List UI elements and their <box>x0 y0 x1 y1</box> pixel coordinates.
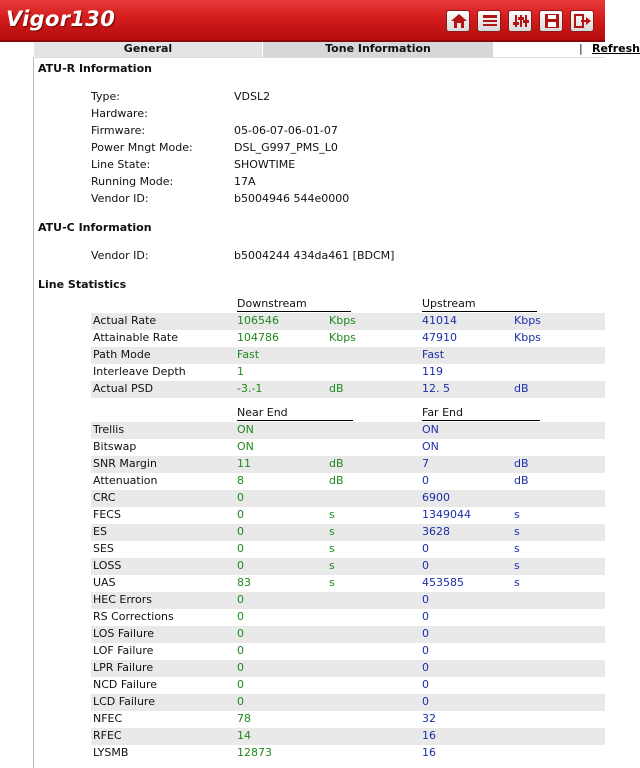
refresh-link[interactable]: Refresh <box>592 42 640 55</box>
row-label: Trellis <box>93 423 125 436</box>
atuc-vendor-id-label: Vendor ID: <box>91 249 149 262</box>
far-unit: Kbps <box>514 314 541 327</box>
far-value: 119 <box>422 365 443 378</box>
far-value: 12. 5 <box>422 382 450 395</box>
atur-firmware-label: Firmware: <box>91 124 146 137</box>
far-value: 3628 <box>422 525 450 538</box>
far-value: 1349044 <box>422 508 471 521</box>
table-row <box>91 558 605 575</box>
table-row <box>91 330 605 347</box>
near-value: Fast <box>237 348 260 361</box>
row-label: LOF Failure <box>93 644 154 657</box>
atur-firmware-value: 05-06-07-06-01-07 <box>234 124 338 137</box>
table-row <box>91 711 605 728</box>
row-label: SES <box>93 542 114 555</box>
far-value: 0 <box>422 661 429 674</box>
save-icon <box>543 13 561 29</box>
atur-vendor-id-value: b5004946 544e0000 <box>234 192 350 205</box>
row-label: NCD Failure <box>93 678 158 691</box>
far-value: 0 <box>422 695 429 708</box>
table-row <box>91 694 605 711</box>
far-unit: s <box>514 525 520 538</box>
atur-hardware-label: Hardware: <box>91 107 148 120</box>
near-value: 1 <box>237 365 244 378</box>
near-value: 0 <box>237 661 244 674</box>
tab-separator: | <box>579 42 583 55</box>
upstream-header: Upstream <box>422 297 537 312</box>
atur-power-mode-label: Power Mngt Mode: <box>91 141 193 154</box>
row-label: NFEC <box>93 712 123 725</box>
far-value: 0 <box>422 542 429 555</box>
atuc-section-title: ATU-C Information <box>38 221 152 234</box>
table-row <box>91 660 605 677</box>
near-value: 14 <box>237 729 251 742</box>
row-label: LYSMB <box>93 746 129 759</box>
far-unit: dB <box>514 382 529 395</box>
list-button[interactable] <box>477 10 501 32</box>
atur-type-value: VDSL2 <box>234 90 271 103</box>
row-label: LPR Failure <box>93 661 154 674</box>
list-icon <box>481 13 499 29</box>
table-row <box>91 422 605 439</box>
near-value: 78 <box>237 712 251 725</box>
table-row <box>91 439 605 456</box>
table-row <box>91 745 605 762</box>
far-unit: Kbps <box>514 331 541 344</box>
far-value: 453585 <box>422 576 464 589</box>
row-label: Actual Rate <box>93 314 157 327</box>
near-value: 106546 <box>237 314 279 327</box>
home-button[interactable] <box>446 10 470 32</box>
near-value: 83 <box>237 576 251 589</box>
far-value: 0 <box>422 678 429 691</box>
far-end-header: Far End <box>422 406 540 421</box>
save-button[interactable] <box>539 10 563 32</box>
table-row <box>91 524 605 541</box>
atur-vendor-id-label: Vendor ID: <box>91 192 149 205</box>
near-value: 104786 <box>237 331 279 344</box>
row-label: Attainable Rate <box>93 331 178 344</box>
near-value: 0 <box>237 491 244 504</box>
near-unit: dB <box>329 457 344 470</box>
near-unit: s <box>329 576 335 589</box>
logout-button[interactable] <box>570 10 594 32</box>
far-unit: s <box>514 576 520 589</box>
logout-icon <box>574 13 592 29</box>
atur-running-mode-value: 17A <box>234 175 256 188</box>
home-icon <box>450 13 468 29</box>
row-label: UAS <box>93 576 116 589</box>
far-value: 0 <box>422 644 429 657</box>
table-row <box>91 677 605 694</box>
top-bar <box>0 0 605 42</box>
far-value: 0 <box>422 593 429 606</box>
atur-power-mode-value: DSL_G997_PMS_L0 <box>234 141 338 154</box>
table-row <box>91 381 605 398</box>
near-value: 0 <box>237 593 244 606</box>
far-unit: s <box>514 508 520 521</box>
atur-line-state-value: SHOWTIME <box>234 158 296 171</box>
tab-general[interactable]: General <box>33 42 262 57</box>
atur-section-title: ATU-R Information <box>38 62 152 75</box>
vigor-logo: Vigor130 <box>6 7 116 31</box>
near-value: 12873 <box>237 746 272 759</box>
row-label: Actual PSD <box>93 382 154 395</box>
near-value: 0 <box>237 678 244 691</box>
near-unit: s <box>329 559 335 572</box>
row-label: Path Mode <box>93 348 151 361</box>
near-unit: s <box>329 508 335 521</box>
far-value: Fast <box>422 348 445 361</box>
row-label: Bitswap <box>93 440 137 453</box>
far-unit: s <box>514 542 520 555</box>
tab-tone-information[interactable]: Tone Information <box>262 42 493 57</box>
far-value: 16 <box>422 746 436 759</box>
table-row <box>91 456 605 473</box>
near-value: 0 <box>237 542 244 555</box>
near-unit: Kbps <box>329 331 356 344</box>
row-label: FECS <box>93 508 121 521</box>
far-value: 16 <box>422 729 436 742</box>
row-label: Interleave Depth <box>93 365 186 378</box>
table-row <box>91 473 605 490</box>
table-row <box>91 575 605 592</box>
near-unit: Kbps <box>329 314 356 327</box>
table-row <box>91 626 605 643</box>
far-value: 7 <box>422 457 429 470</box>
far-value: 32 <box>422 712 436 725</box>
atur-running-mode-label: Running Mode: <box>91 175 174 188</box>
row-label: LOS Failure <box>93 627 155 640</box>
atur-line-state-label: Line State: <box>91 158 151 171</box>
downstream-header: Downstream <box>237 297 351 312</box>
sliders-icon <box>512 13 530 29</box>
near-value: 0 <box>237 610 244 623</box>
far-value: 6900 <box>422 491 450 504</box>
atur-type-label: Type: <box>91 90 120 103</box>
far-value: 0 <box>422 627 429 640</box>
near-value: ON <box>237 440 254 453</box>
row-label: RFEC <box>93 729 122 742</box>
row-label: ES <box>93 525 107 538</box>
atuc-vendor-id-value: b5004244 434da461 [BDCM] <box>234 249 395 262</box>
far-value: ON <box>422 440 439 453</box>
table-row <box>91 541 605 558</box>
near-unit: dB <box>329 474 344 487</box>
table-row <box>91 490 605 507</box>
far-value: 0 <box>422 559 429 572</box>
row-label: LOSS <box>93 559 122 572</box>
settings-button[interactable] <box>508 10 532 32</box>
table-row <box>91 364 605 381</box>
near-end-header: Near End <box>237 406 353 421</box>
near-value: 0 <box>237 695 244 708</box>
far-value: 47910 <box>422 331 457 344</box>
row-label: CRC <box>93 491 116 504</box>
row-label: SNR Margin <box>93 457 157 470</box>
near-unit: s <box>329 542 335 555</box>
far-unit: dB <box>514 474 529 487</box>
far-value: ON <box>422 423 439 436</box>
table-row <box>91 643 605 660</box>
row-label: HEC Errors <box>93 593 152 606</box>
near-value: 11 <box>237 457 251 470</box>
table-row <box>91 592 605 609</box>
table-row <box>91 347 605 364</box>
table-row <box>91 609 605 626</box>
near-value: ON <box>237 423 254 436</box>
near-value: 0 <box>237 644 244 657</box>
near-value: 0 <box>237 525 244 538</box>
near-value: 0 <box>237 627 244 640</box>
row-label: LCD Failure <box>93 695 155 708</box>
near-value: 8 <box>237 474 244 487</box>
line-statistics-title: Line Statistics <box>38 278 127 291</box>
near-unit: s <box>329 525 335 538</box>
near-unit: dB <box>329 382 344 395</box>
row-label: RS Corrections <box>93 610 174 623</box>
row-label: Attenuation <box>93 474 158 487</box>
tab-bar <box>33 42 640 57</box>
table-row <box>91 728 605 745</box>
far-value: 41014 <box>422 314 457 327</box>
near-value: 0 <box>237 559 244 572</box>
near-value: -3.-1 <box>237 382 263 395</box>
table-row <box>91 313 605 330</box>
far-value: 0 <box>422 474 429 487</box>
far-value: 0 <box>422 610 429 623</box>
far-unit: dB <box>514 457 529 470</box>
near-value: 0 <box>237 508 244 521</box>
far-unit: s <box>514 559 520 572</box>
table-row <box>91 507 605 524</box>
